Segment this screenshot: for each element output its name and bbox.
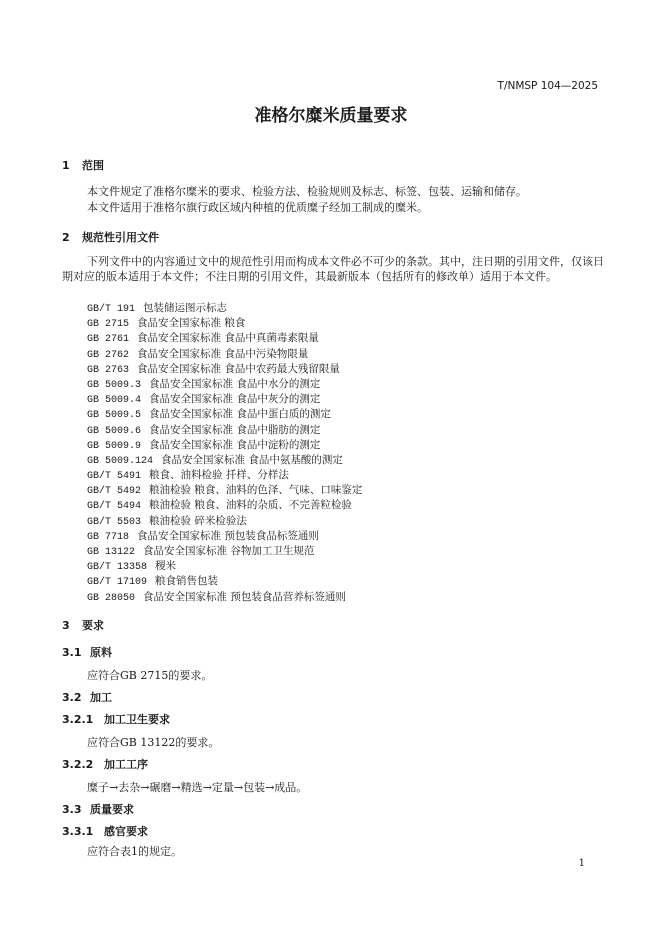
reference-title: 食品安全国家标准 食品中灰分的测定 [149,393,321,406]
reference-code: GB/T 5492 [87,486,142,498]
reference-item [87,377,362,392]
reference-item [87,347,362,362]
section-3-2-2-heading [62,756,148,772]
section-2-heading [62,229,159,245]
sensory-paragraph: 应符合表1的规定。 [87,845,182,858]
normative-references-intro: 下列文件中的内容通过文中的规范性引用而构成本文件必不可少的条款。其中，注日期的引用文件，仅该日期对应的版本适用于本文件；不注日期的引用文件，其最新版本（包括所有的修改单）适用于本文件。 [62,255,604,284]
reference-title: 食品安全国家标准 食品中水分的测定 [149,377,321,390]
section-number: 3.3.1 [62,825,94,838]
reference-item [87,392,362,407]
reference-list [87,301,362,605]
scope-paragraph-1: 本文件规定了准格尔糜米的要求、检验方法、检验规则及标志、标签、包装、运输和储存。 [87,185,527,198]
section-3-3-1-heading [62,823,148,839]
section-title: 原料 [90,646,112,659]
reference-title: 食品安全国家标准 食品中农药最大残留限量 [137,362,340,375]
reference-code: GB 2715 [87,319,130,331]
reference-code: GB 5009.5 [87,410,142,422]
reference-code: GB/T 17109 [87,577,148,589]
reference-item [87,453,362,468]
reference-title: 食品安全国家标准 粮食 [137,317,246,330]
process-paragraph: 糜子→去杂→碾磨→精选→定量→包装→成品。 [87,781,308,794]
section-3-1-heading [62,644,112,660]
reference-item [87,590,362,605]
reference-code: GB 7718 [87,531,130,543]
reference-title: 稷米 [155,560,177,573]
reference-title: 粮油检验 碎米检验法 [149,514,247,527]
section-title: 要求 [82,619,104,632]
reference-title: 食品安全国家标准 预包装食品营养标签通则 [143,590,346,603]
reference-code: GB/T 5503 [87,516,142,528]
section-number: 2 [62,231,70,244]
section-3-3-heading [62,801,134,817]
section-1-heading [62,157,104,173]
section-title: 规范性引用文件 [82,231,159,244]
page-number: 1 [578,858,585,869]
section-3-2-heading [62,689,112,705]
reference-code: GB/T 191 [87,304,136,315]
section-number: 3.3 [62,803,82,816]
reference-code: GB 2762 [87,349,130,361]
reference-title: 食品安全国家标准 食品中脂肪的测定 [149,423,321,436]
section-title: 质量要求 [90,803,134,816]
standard-number: T/NMSP 104—2025 [497,80,598,92]
section-title: 范围 [82,159,104,172]
reference-code: GB/T 5491 [87,471,142,483]
section-3-heading [62,617,104,633]
reference-item [87,514,362,529]
section-number: 3.1 [62,646,82,659]
reference-title: 食品安全国家标准 谷物加工卫生规范 [143,545,315,557]
reference-title: 包装储运图示标志 [143,302,228,314]
raw-material-paragraph: 应符合GB 2715的要求。 [87,669,213,682]
section-title: 加工 [90,691,112,704]
section-title: 加工卫生要求 [104,713,170,726]
section-title: 感官要求 [104,825,148,838]
reference-item [87,331,362,346]
reference-title: 食品安全国家标准 食品中氨基酸的测定 [161,453,343,466]
reference-title: 食品安全国家标准 预包装食品标签通则 [137,529,319,542]
reference-item [87,483,362,498]
reference-code: GB 5009.9 [87,440,142,452]
reference-item [87,438,362,453]
reference-code: GB 13122 [87,547,136,558]
reference-code: GB 5009.4 [87,395,142,407]
reference-code: GB 28050 [87,592,136,604]
section-title: 加工工序 [104,758,148,771]
reference-item [87,468,362,483]
reference-item [87,574,362,589]
reference-item [87,407,362,422]
reference-title: 粮食销售包装 [155,575,219,588]
section-number: 3.2.2 [62,758,94,771]
reference-code: GB/T 5494 [87,501,142,513]
reference-code: GB/T 13358 [87,562,148,574]
hygiene-paragraph: 应符合GB 13122的要求。 [87,736,220,749]
section-number: 3.2.1 [62,713,94,726]
reference-item [87,301,362,316]
reference-item [87,362,362,377]
reference-title: 食品安全国家标准 食品中真菌毒素限量 [137,332,319,345]
reference-title: 食品安全国家标准 食品中污染物限量 [137,347,309,360]
section-number: 3 [62,619,70,632]
reference-code: GB 5009.6 [87,425,142,437]
section-number: 3.2 [62,691,82,704]
document-title: 准格尔糜米质量要求 [254,106,408,126]
reference-item [87,316,362,331]
reference-code: GB 2763 [87,364,130,376]
reference-title: 粮油检验 粮食、油料的色泽、气味、口味鉴定 [149,484,363,497]
reference-code: GB 2761 [87,334,130,346]
reference-title: 粮食、油料检验 扦样、分样法 [149,469,289,482]
reference-item [87,498,362,513]
scope-paragraph-2: 本文件适用于准格尔旗行政区域内种植的优质糜子经加工制成的糜米。 [87,201,428,214]
section-3-2-1-heading [62,711,170,727]
reference-item [87,529,362,544]
reference-item [87,559,362,574]
reference-item [87,423,362,438]
reference-title: 食品安全国家标准 食品中淀粉的测定 [149,438,321,451]
reference-code: GB 5009.124 [87,455,154,467]
reference-title: 粮油检验 粮食、油料的杂质、不完善粒检验 [149,499,352,512]
reference-item [87,544,362,559]
reference-code: GB 5009.3 [87,379,142,391]
reference-title: 食品安全国家标准 食品中蛋白质的测定 [149,408,331,421]
section-number: 1 [62,159,70,172]
